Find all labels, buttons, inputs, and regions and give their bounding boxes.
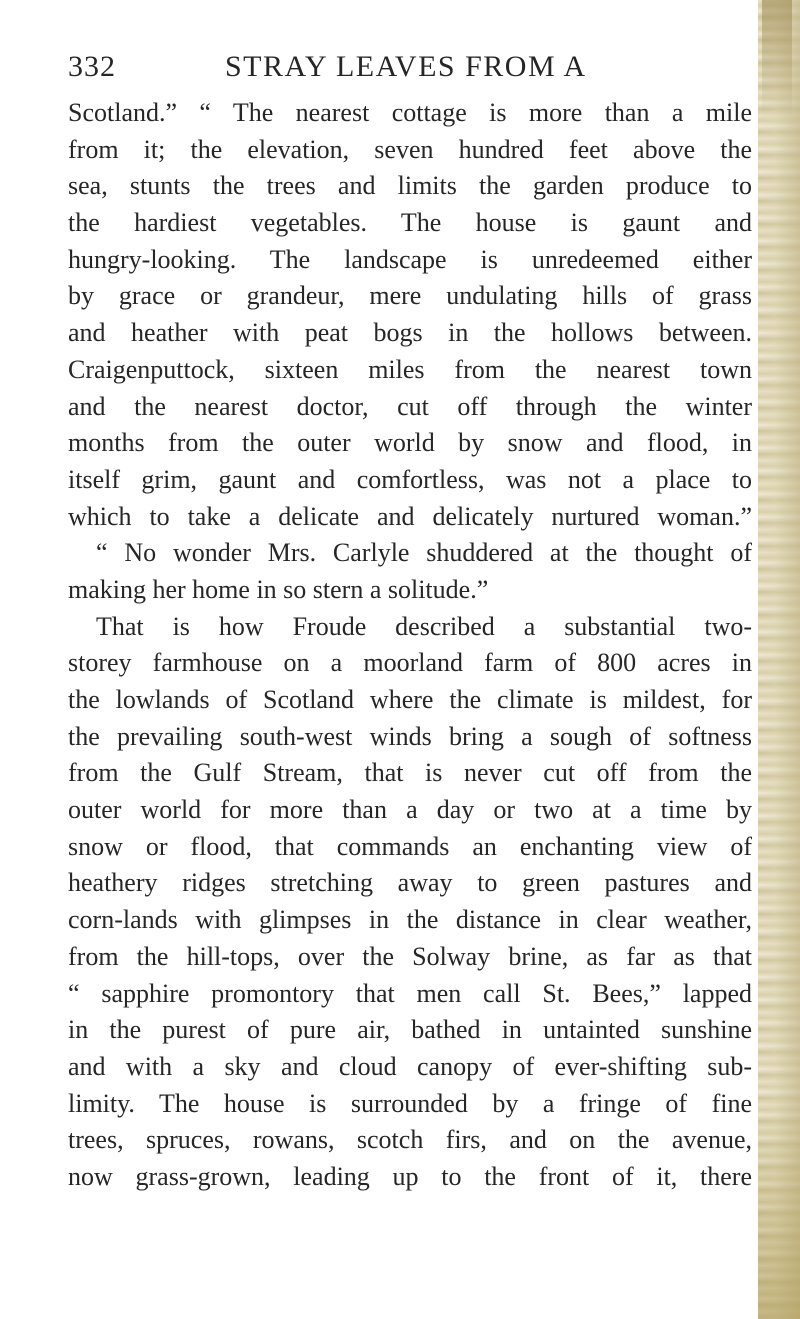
running-head: STRAY LEAVES FROM A [225,50,587,83]
page-header [68,50,748,90]
text-line: itself grim, gaunt and comfortless, was not a place to [68,464,752,494]
text-line: “ sapphire promontory that men call St. Bees,” lapped [68,978,752,1008]
text-line: limity. The house is surrounded by a fringe of fine [68,1088,752,1118]
text-line: in the purest of pure air, bathed in untainted sunshine [68,1015,752,1045]
text-line: and the nearest doctor, cut off through the winter [68,391,752,421]
text-line: the hardiest vegetables. The house is gaunt and [68,208,752,238]
text-line: hungry-looking. The landscape is unredeemed either [68,244,752,274]
text-line: outer world for more than a day or two at a time by [68,795,752,825]
text-line: heathery ridges stretching away to green pastures and [68,868,752,898]
text-line: making her home in so stern a solitude.” [68,574,489,604]
text-line: by grace or grandeur, mere undulating hills of grass [68,281,752,311]
page-number: 332 [68,50,116,83]
text-line: from the hill-tops, over the Solway brine, as far as that [68,941,752,971]
body-text [68,95,752,1196]
page-edge-stain-bottom [758,1099,800,1319]
text-line: from it; the elevation, seven hundred feet above the [68,134,752,164]
text-line: which to take a delicate and delicately nurtured woman.” [68,501,752,531]
text-line: Craigenputtock, sixteen miles from the nearest town [68,354,752,384]
text-line: Scotland.” “ The nearest cottage is more than a mile [68,98,752,127]
text-line: “ No wonder Mrs. Carlyle shuddered at the thought of [96,538,752,568]
text-line: That is how Froude described a substantial two- [96,611,752,641]
text-line: and heather with peat bogs in the hollows between. [68,318,752,348]
text-line: the prevailing south-west winds bring a sough of softness [68,721,752,751]
text-line: months from the outer world by snow and flood, in [68,428,752,458]
text-line: trees, spruces, rowans, scotch firs, and on the avenue, [68,1125,752,1155]
text-line: and with a sky and cloud canopy of ever-shifting sub- [68,1051,752,1081]
text-line: the lowlands of Scotland where the climate is mildest, for [68,685,752,714]
text-line: now grass-grown, leading up to the front of it, there [68,1161,752,1191]
text-line: storey farmhouse on a moorland farm of 800 acres in [68,648,752,678]
page-edge-stain-top [762,0,792,120]
text-line: sea, stunts the trees and limits the garden produce to [68,171,752,201]
text-line: snow or flood, that commands an enchanting view of [68,831,752,861]
text-line: corn-lands with glimpses in the distance in clear weather, [68,905,752,935]
text-line: from the Gulf Stream, that is never cut off from the [68,758,752,788]
